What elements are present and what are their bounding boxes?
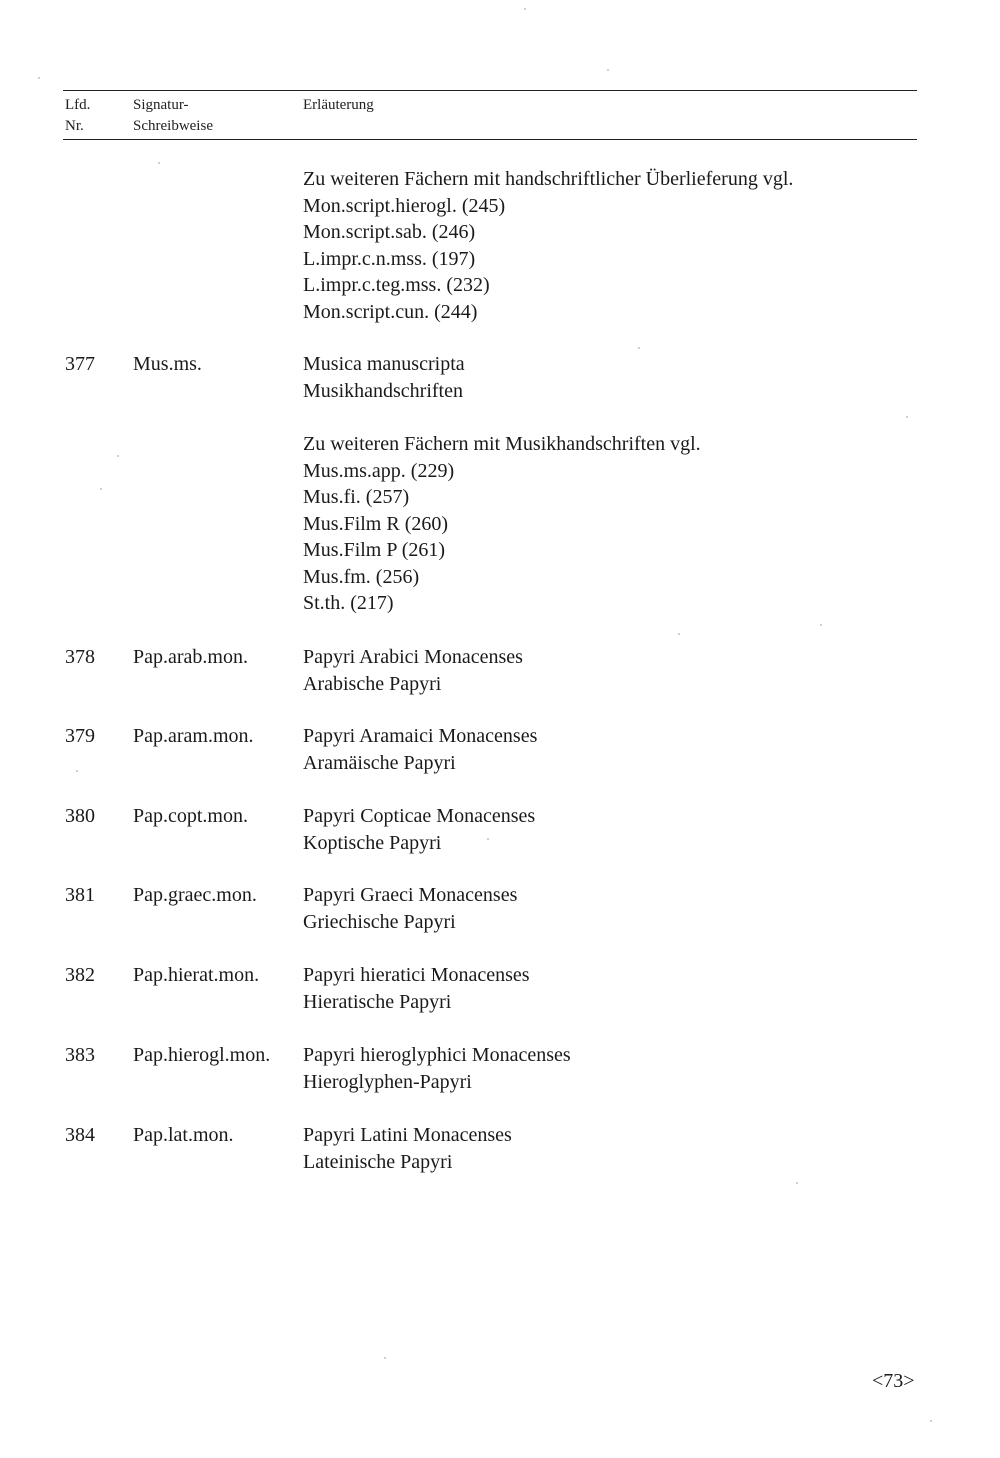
scan-speck bbox=[100, 488, 102, 490]
see-also-line: Mus.Film R (260) bbox=[303, 512, 449, 535]
scan-speck bbox=[487, 838, 489, 840]
entry-description bbox=[303, 1042, 571, 1095]
header-signatur-line: Schreibweise bbox=[133, 118, 213, 134]
page-number: <73> bbox=[872, 1370, 915, 1392]
header-nr-line: Lfd. bbox=[65, 97, 91, 113]
scan-speck bbox=[76, 770, 78, 772]
entry-signatur: Pap.arab.mon. bbox=[133, 646, 248, 668]
entry-signatur: Pap.graec.mon. bbox=[133, 884, 257, 906]
scan-speck bbox=[820, 624, 822, 626]
see-also-block bbox=[303, 431, 701, 617]
header-signatur bbox=[133, 95, 213, 137]
intro-line: Zu weiteren Fächern mit handschriftlicher Überlieferung vgl. bbox=[303, 168, 794, 190]
entry-line: Musikhandschriften bbox=[303, 379, 463, 402]
entry-line: Papyri Aramaici Monacenses bbox=[303, 725, 538, 747]
header-signatur-line: Signatur- bbox=[133, 97, 189, 113]
entry-description bbox=[303, 962, 530, 1015]
intro-line: Mon.script.sab. (246) bbox=[303, 221, 476, 243]
entry-line: Arabische Papyri bbox=[303, 672, 442, 695]
entry-line: Papyri Arabici Monacenses bbox=[303, 646, 523, 668]
scan-speck bbox=[796, 1182, 798, 1184]
entry-line: Papyri Copticae Monacenses bbox=[303, 805, 536, 827]
header-nr-line: Nr. bbox=[65, 118, 84, 134]
entry-line: Hieratische Papyri bbox=[303, 990, 452, 1013]
entry-signatur: Pap.aram.mon. bbox=[133, 725, 254, 747]
scan-speck bbox=[158, 162, 160, 164]
intro-block bbox=[303, 166, 793, 325]
see-also-line: Mus.ms.app. (229) bbox=[303, 459, 455, 482]
entry-nr: 377 bbox=[65, 353, 95, 375]
see-also-line: Mus.fm. (256) bbox=[303, 565, 420, 588]
header-erlaeuterung: Erläuterung bbox=[303, 97, 374, 113]
scan-speck bbox=[524, 8, 526, 10]
intro-line: L.impr.c.teg.mss. (232) bbox=[303, 274, 490, 296]
scan-speck bbox=[930, 1420, 932, 1422]
entry-line: Lateinische Papyri bbox=[303, 1150, 453, 1173]
entry-line: Griechische Papyri bbox=[303, 910, 456, 933]
entry-line: Papyri Graeci Monacenses bbox=[303, 884, 518, 906]
entry-description bbox=[303, 882, 517, 935]
entry-line: Hieroglyphen-Papyri bbox=[303, 1070, 472, 1093]
entry-signatur: Pap.copt.mon. bbox=[133, 805, 248, 827]
see-also-line: St.th. (217) bbox=[303, 592, 394, 614]
entry-description bbox=[303, 723, 537, 776]
scan-speck bbox=[384, 1357, 386, 1359]
table-header bbox=[63, 90, 917, 140]
intro-line: L.impr.c.n.mss. (197) bbox=[303, 247, 476, 270]
entry-nr: 379 bbox=[65, 725, 95, 747]
scan-speck bbox=[117, 455, 119, 457]
entry-line: Musica manuscripta bbox=[303, 353, 465, 375]
entry-signatur: Pap.hierat.mon. bbox=[133, 964, 260, 986]
entry-nr: 382 bbox=[65, 964, 95, 986]
entry-line: Papyri hieratici Monacenses bbox=[303, 964, 530, 986]
entry-line: Papyri Latini Monacenses bbox=[303, 1124, 512, 1146]
see-also-line: Mus.Film P (261) bbox=[303, 539, 446, 561]
entry-nr: 383 bbox=[65, 1044, 95, 1066]
entry-description bbox=[303, 351, 465, 404]
intro-line: Mon.script.cun. (244) bbox=[303, 300, 478, 323]
entry-description bbox=[303, 803, 535, 856]
scan-speck bbox=[906, 416, 908, 418]
entry-signatur: Pap.lat.mon. bbox=[133, 1124, 234, 1146]
scan-speck bbox=[678, 633, 680, 635]
see-also-line: Mus.fi. (257) bbox=[303, 486, 410, 508]
entry-nr: 381 bbox=[65, 884, 95, 906]
entry-description bbox=[303, 1122, 512, 1175]
intro-line: Mon.script.hierogl. (245) bbox=[303, 194, 506, 217]
entry-signatur: Mus.ms. bbox=[133, 353, 202, 375]
see-also-line: Zu weiteren Fächern mit Musikhandschriften vgl. bbox=[303, 433, 701, 455]
entry-description bbox=[303, 644, 523, 697]
entry-nr: 384 bbox=[65, 1124, 95, 1146]
scan-speck bbox=[38, 77, 40, 79]
entry-nr: 378 bbox=[65, 646, 95, 668]
entry-line: Koptische Papyri bbox=[303, 831, 442, 854]
scan-speck bbox=[638, 347, 640, 349]
header-nr bbox=[65, 95, 90, 137]
entry-signatur: Pap.hierogl.mon. bbox=[133, 1044, 271, 1066]
entry-line: Aramäische Papyri bbox=[303, 751, 456, 774]
entry-nr: 380 bbox=[65, 805, 95, 827]
scan-speck bbox=[607, 69, 609, 71]
entry-line: Papyri hieroglyphici Monacenses bbox=[303, 1044, 571, 1066]
